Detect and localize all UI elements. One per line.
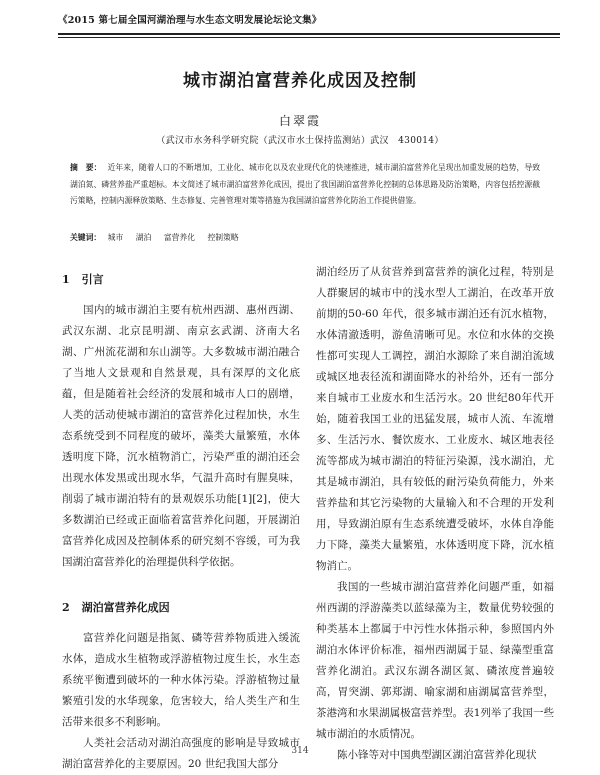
keyword: 湖泊 [135,233,152,242]
right-paragraph-1: 湖泊经历了从贫营养到富营养的演化过程，特别是人群聚居的城市中的浅水型人工湖泊，在改革开放前期的50-60 年代，很多城市湖泊还有沉水植物，水体清澈透明，游鱼清晰可见。水位和水体的交换性都可实现人工调控，湖泊水源除了来自湖泊流域或城区地表径流和湖面降水的补给外，还有一部分来自城市工业废水和生活污水。20 世纪80年代开始，随着我国工业的迅猛发展，城市人流、车流增多、生活污水、餐饮废水、工业废水、城区地表径流等都成为城市湖泊的特征污染源，浅水湖泊，尤其是城市湖泊，具有较低的耐污染负荷能力，外来营养盐和其它污染物的大量输入和不合理的开发利用，导致湖泊原有生态系统遭受破坏，水体自净能力下降，藻类大量繁殖，水体透明度下降，沉水植物消亡。 [316,266,554,572]
paper-title: 城市湖泊富营养化成因及控制 [183,71,417,91]
abstract [70,160,540,210]
causes-paragraph-2: 人类社会活动对湖泊高强度的影响是导致城市湖泊富营养化的主要原因。20 世纪我国大部分 [62,737,300,770]
section-title: 引言 [81,273,104,286]
affiliation: （武汉市水务科学研究院（武汉市水土保持监测站）武汉 430014） [156,136,444,146]
keyword: 富营养化 [163,233,196,242]
keywords-label: 关键词： [70,233,102,242]
author: 白翠霞 [278,114,321,128]
intro-paragraph: 国内的城市湖泊主要有杭州西湖、惠州西湖、武汉东湖、北京昆明湖、南京玄武湖、济南大名湖、广州流花湖和东山湖等。大多数城市湖泊融合了当地人文景观和自然景观，具有深厚的文化底蕴，但是随着社会经济的发展和城市人口的剧增，人类的活动使城市湖泊的富营养化过程加快，水生态系统受到不同程度的破坏，藻类大量繁殖，水体透明度下降，沉水植物消亡，污染严重的湖泊还会出现水体发黑或出现水华，气温升高时有腥臭味，削弱了城市湖泊特有的景观娱乐功能[1][2]，使大多数湖泊已经或正面临着富营养化问题，开展湖泊富营养化成因及控制体系的研究刻不容缓，可为我国湖泊富营养化的治理提供科学依据。 [62,304,300,568]
right-paragraph-2: 我国的一些城市湖泊富营养化问题严重，如福州西湖的浮游藻类以蓝绿藻为主，数量优势较强的种类基本上都属于中污性水体指示种，参照国内外湖泊水体评价标准，福州西湖属于显、绿藻型重富营养化湖泊。武汉东湖各湖区氮、磷浓度普遍较高，胃突湖、郭郑湖、喻家湖和庙湖属富营养型，茶港湾和水果湖属极富营养型。表1列举了我国一些城市湖泊的水质情况。 [316,581,554,740]
section-heading-intro [62,270,300,290]
section-number: 1 [62,273,70,286]
page-number: 314 [291,746,309,756]
section-number: 2 [62,601,70,614]
keywords [70,231,540,245]
right-column [316,262,554,766]
causes-paragraph-1: 富营养化问题是指氮、磷等营养物质进入缓流水体，造成水生植物或浮游植物过度生长，水生态系统平衡遭到破坏的一种水体污染。浮游植物过量繁殖引发的水华现象，危害较大，给人类生产和生活带来很多不利影响。 [62,632,300,728]
abstract-text: 近年来，随着人口的不断增加，工业化、城市化以及农业现代化的快速推进，城市湖泊富营养化呈现出加重发展的趋势，导致湖泊氮、磷营养盐严重超标。本文简述了城市湖泊富营养化成因，提出了我国湖泊富营养化控制的总体思路及防治策略，内容包括控源截污策略，控制内源释放策略、生态修复、完善管理对策等措施为我国湖泊富营养化防治工作提供借鉴。 [70,163,541,205]
left-column [62,262,300,775]
section-heading-causes [62,598,300,618]
section-title: 湖泊富营养化成因 [81,601,170,614]
keyword: 控制策略 [207,233,239,242]
keyword: 城市 [107,233,124,242]
header-rule-thick [58,33,560,35]
running-header: 《2015 第七届全国河湖治理与水生态文明发展论坛论文集》 [58,15,322,26]
header-rule-thin [58,37,560,38]
abstract-label: 摘 要： [70,163,102,172]
right-paragraph-3: 陈小锋等对中国典型湖区湖泊富营养化现状 [337,749,537,761]
